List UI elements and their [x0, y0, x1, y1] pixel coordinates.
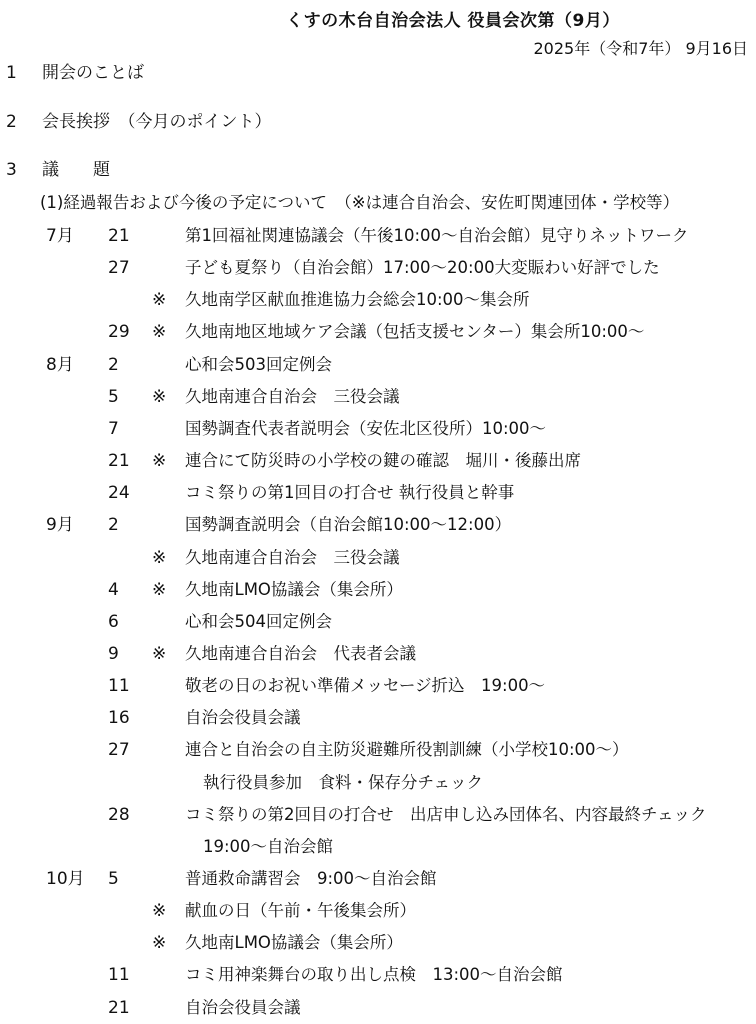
schedule-row	[0, 317, 756, 347]
schedule-day: 21	[108, 997, 130, 1018]
schedule-text: 国勢調査代表者説明会（安佐北区役所）10:00～	[185, 418, 547, 438]
schedule-row	[0, 253, 756, 283]
schedule-text: コミ祭りの第2回目の打合せ 出店申し込み団体名、内容最終チェック	[185, 804, 707, 824]
schedule-day: 4	[108, 579, 119, 600]
schedule-row	[0, 928, 756, 958]
schedule-text: コミ祭りの第1回目の打合せ 執行役員と幹事	[185, 483, 515, 503]
schedule-row	[0, 446, 756, 476]
schedule-row	[0, 639, 756, 669]
schedule-day: 27	[108, 740, 130, 761]
schedule-mark: ※	[152, 933, 167, 954]
schedule-row	[0, 735, 756, 765]
schedule-text: 連合と自治会の自主防災避難所役割訓練（小学校10:00～）	[185, 740, 629, 760]
schedule-text: 第1回福祉関連協議会（午後10:00～自治会館）見守りネットワーク	[185, 226, 689, 245]
schedule-text: 久地南地区地域ケア会議（包括支援センター）集会所10:00～	[185, 322, 645, 342]
section-number: 2	[6, 112, 17, 132]
schedule-text: 久地南LMO協議会（集会所）	[185, 579, 403, 599]
schedule-day: 5	[108, 869, 119, 889]
schedule-text: 19:00～自治会館	[203, 836, 334, 856]
schedule-text: コミ用神楽舞台の取り出し点検 13:00～自治会館	[185, 965, 563, 985]
schedule-text: 久地南連合自治会 三役会議	[185, 386, 400, 406]
agenda-subheading: (1)経過報告および今後の予定について （※は連合自治会、安佐町関連団体・学校等）	[40, 193, 680, 212]
schedule-mark: ※	[152, 322, 167, 343]
schedule-row	[0, 221, 756, 251]
schedule-text: 献血の日（午前・午後集会所）	[185, 901, 416, 921]
schedule-row	[0, 703, 756, 733]
document-title: くすの木台自治会法人 役員会次第（9月）	[286, 11, 620, 31]
schedule-row	[0, 543, 756, 573]
schedule-day: 27	[108, 258, 130, 279]
schedule-day: 7	[108, 418, 119, 439]
schedule-row	[0, 510, 756, 540]
schedule-text: 敬老の日のお祝い準備メッセージ折込 19:00～	[185, 676, 546, 696]
schedule-mark: ※	[152, 901, 167, 922]
schedule-day: 2	[108, 354, 119, 375]
schedule-row	[0, 607, 756, 637]
schedule-row	[0, 478, 756, 508]
schedule-day: 5	[108, 386, 119, 407]
schedule-month: 7月	[46, 226, 74, 246]
schedule-row	[0, 414, 756, 444]
schedule-row	[0, 864, 756, 894]
schedule-row	[0, 896, 756, 926]
schedule-mark: ※	[152, 290, 167, 311]
schedule-text: 久地南連合自治会 三役会議	[185, 547, 400, 567]
section-number: 3	[6, 160, 17, 180]
schedule-row	[0, 382, 756, 412]
section-text: 開会のことば	[42, 63, 144, 83]
schedule-day: 21	[108, 226, 130, 246]
schedule-day: 9	[108, 643, 119, 664]
schedule-mark: ※	[152, 579, 167, 600]
schedule-text: 連合にて防災時の小学校の鍵の確認 堀川・後藤出席	[185, 451, 581, 471]
schedule-row	[0, 285, 756, 315]
schedule-text: 執行役員参加 食料・保存分チェック	[203, 772, 484, 792]
section-number: 1	[6, 63, 17, 83]
schedule-day: 11	[108, 676, 130, 697]
schedule-row	[0, 960, 756, 990]
schedule-text: 国勢調査説明会（自治会館10:00～12:00）	[185, 515, 512, 535]
section-text: 会長挨拶 （今月のポイント）	[42, 112, 272, 132]
schedule-mark: ※	[152, 643, 167, 664]
schedule-row	[0, 800, 756, 830]
schedule-day: 29	[108, 322, 130, 343]
schedule-day: 28	[108, 804, 130, 825]
schedule-text: 久地南学区献血推進協力会総会10:00～集会所	[185, 290, 530, 310]
schedule-text: 心和会504回定例会	[185, 611, 332, 631]
schedule-text: 自治会役員会議	[185, 708, 301, 728]
schedule-mark: ※	[152, 547, 167, 568]
schedule-text: 自治会役員会議	[185, 997, 301, 1017]
schedule-day: 16	[108, 708, 130, 729]
schedule-day: 11	[108, 965, 130, 986]
schedule-text: 普通救命講習会 9:00～自治会館	[185, 869, 437, 888]
schedule-row	[0, 575, 756, 605]
schedule-mark: ※	[152, 386, 167, 407]
schedule-row	[0, 832, 756, 862]
document-date: 2025年（令和7年） 9月16日	[533, 39, 748, 58]
schedule-month: 9月	[46, 515, 74, 536]
schedule-day: 24	[108, 483, 130, 504]
schedule-row	[0, 768, 756, 798]
schedule-month: 10月	[46, 869, 85, 889]
schedule-day: 2	[108, 515, 119, 536]
schedule-day: 6	[108, 611, 119, 632]
schedule-month: 8月	[46, 354, 74, 375]
schedule-mark: ※	[152, 451, 167, 472]
schedule-row	[0, 671, 756, 701]
schedule-text: 久地南LMO協議会（集会所）	[185, 933, 403, 953]
schedule-row	[0, 993, 756, 1023]
schedule-text: 久地南連合自治会 代表者会議	[185, 643, 416, 663]
schedule-text: 子ども夏祭り（自治会館）17:00～20:00大変賑わい好評でした	[185, 258, 660, 278]
schedule-day: 21	[108, 451, 130, 472]
schedule-text: 心和会503回定例会	[185, 354, 332, 374]
schedule-row	[0, 350, 756, 380]
section-text: 議 題	[42, 160, 110, 180]
